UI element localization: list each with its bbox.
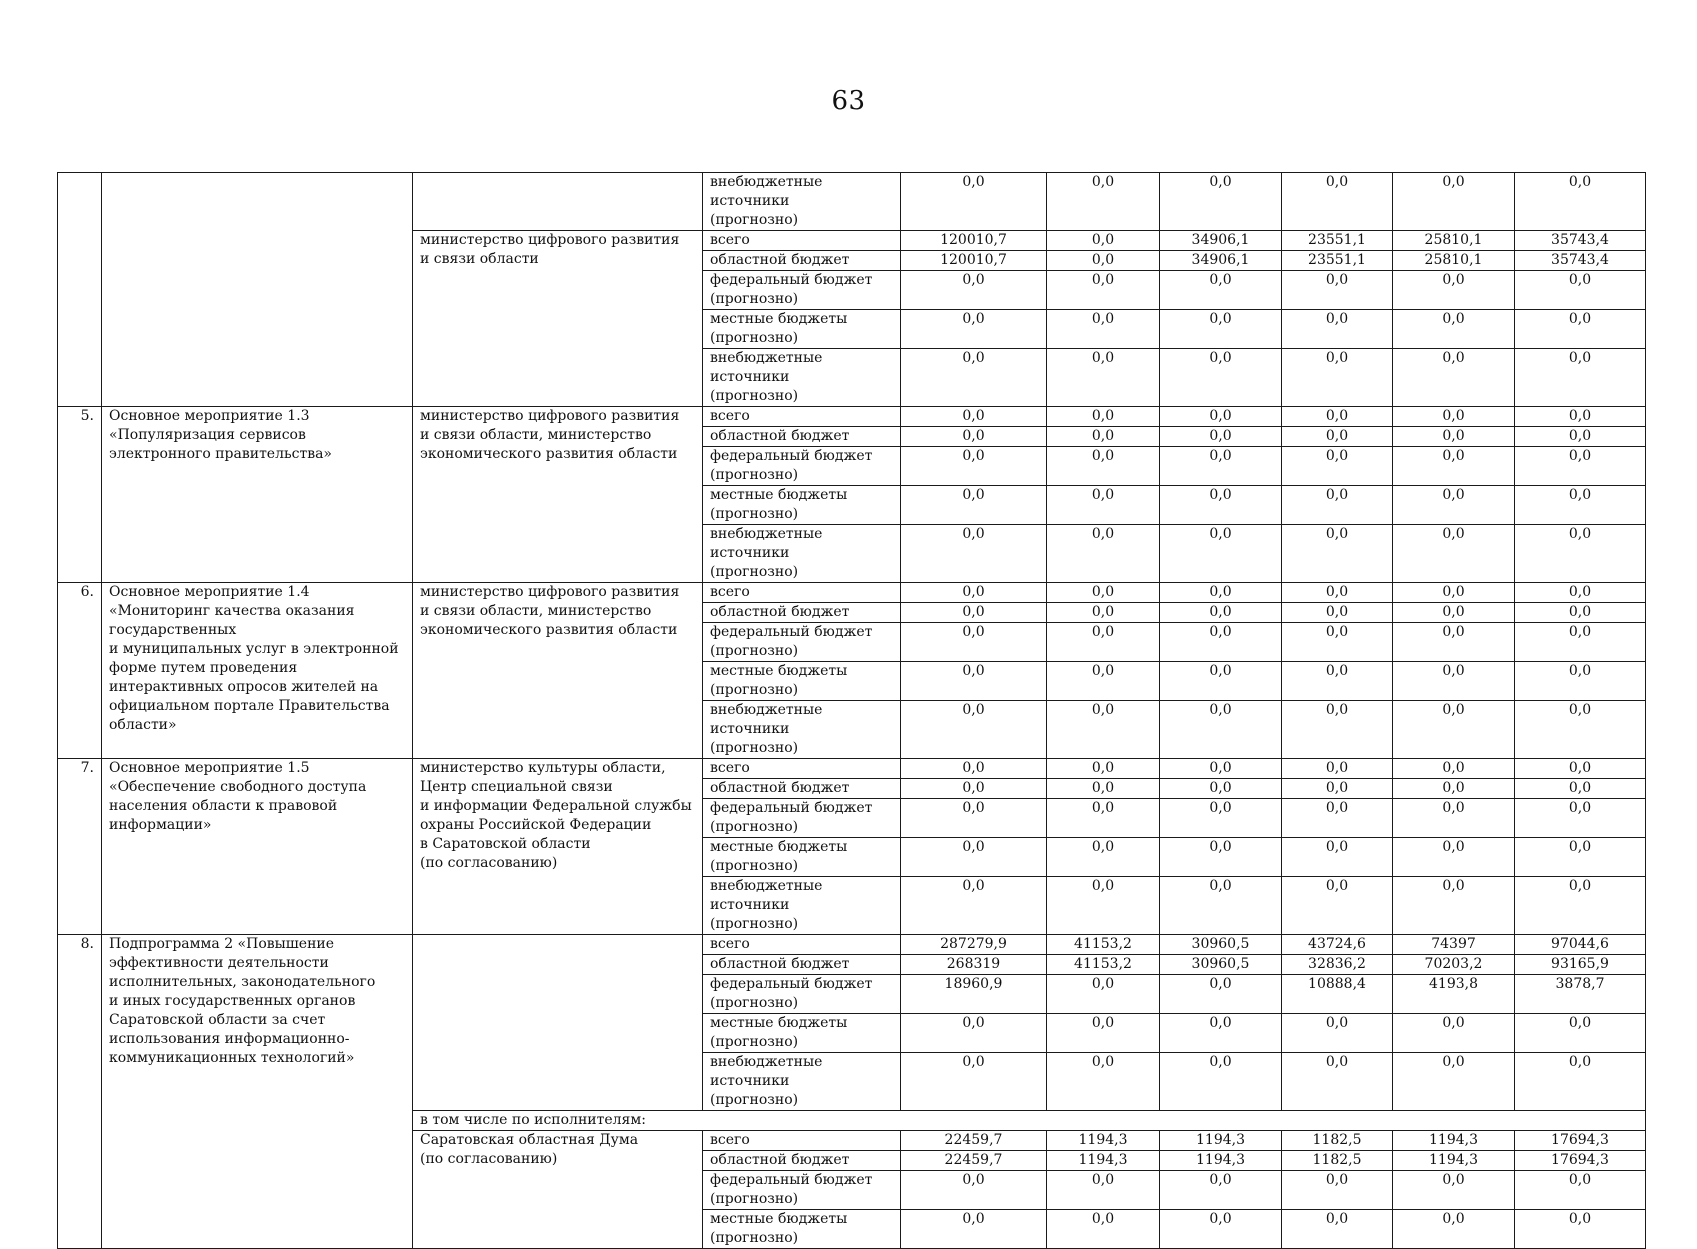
value-cell: 0,0 <box>1282 603 1393 623</box>
value-cell: 0,0 <box>1282 583 1393 603</box>
funding-source-label: областной бюджет <box>703 955 901 975</box>
value-cell: 0,0 <box>901 427 1047 447</box>
value-cell: 0,0 <box>1047 799 1160 838</box>
value-cell: 0,0 <box>1393 271 1515 310</box>
value-cell: 0,0 <box>1515 427 1646 447</box>
value-cell: 0,0 <box>1515 447 1646 486</box>
funding-source-label: всего <box>703 231 901 251</box>
budget-table <box>57 172 1646 1249</box>
funding-source-label: областной бюджет <box>703 603 901 623</box>
value-cell: 0,0 <box>1160 310 1282 349</box>
value-cell: 0,0 <box>1515 486 1646 525</box>
value-cell: 0,0 <box>1282 623 1393 662</box>
value-cell: 0,0 <box>1282 759 1393 779</box>
value-cell: 0,0 <box>1515 603 1646 623</box>
value-cell: 0,0 <box>901 271 1047 310</box>
table-row <box>58 173 1646 231</box>
value-cell: 0,0 <box>1282 486 1393 525</box>
funding-source-label: федеральный бюджет (прогнозно) <box>703 975 901 1014</box>
value-cell: 0,0 <box>1515 701 1646 759</box>
value-cell: 32836,2 <box>1282 955 1393 975</box>
value-cell: 0,0 <box>1160 838 1282 877</box>
value-cell: 0,0 <box>1515 623 1646 662</box>
value-cell: 0,0 <box>1160 603 1282 623</box>
value-cell: 0,0 <box>1160 173 1282 231</box>
value-cell: 0,0 <box>1282 1053 1393 1111</box>
funding-source-label: всего <box>703 1131 901 1151</box>
value-cell: 0,0 <box>1393 310 1515 349</box>
value-cell: 0,0 <box>1282 662 1393 701</box>
value-cell: 22459,7 <box>901 1151 1047 1171</box>
value-cell: 0,0 <box>1515 1210 1646 1249</box>
value-cell: 74397 <box>1393 935 1515 955</box>
value-cell: 0,0 <box>1047 447 1160 486</box>
value-cell: 41153,2 <box>1047 935 1160 955</box>
value-cell: 0,0 <box>1160 525 1282 583</box>
value-cell: 0,0 <box>1393 623 1515 662</box>
value-cell: 0,0 <box>1393 407 1515 427</box>
value-cell: 1194,3 <box>1047 1131 1160 1151</box>
value-cell: 22459,7 <box>901 1131 1047 1151</box>
executor-cell: министерство цифрового развития и связи области <box>413 231 703 407</box>
value-cell: 120010,7 <box>901 251 1047 271</box>
value-cell: 0,0 <box>1282 349 1393 407</box>
funding-source-label: местные бюджеты (прогнозно) <box>703 838 901 877</box>
funding-source-label: всего <box>703 407 901 427</box>
value-cell: 0,0 <box>1160 427 1282 447</box>
value-cell: 0,0 <box>1160 1210 1282 1249</box>
funding-source-label: местные бюджеты (прогнозно) <box>703 1014 901 1053</box>
value-cell: 0,0 <box>1160 486 1282 525</box>
value-cell: 0,0 <box>1282 271 1393 310</box>
table-row <box>58 583 1646 603</box>
event-name-cell: Основное мероприятие 1.4 «Мониторинг качества оказания государственных и муниципальных услуг в электронной форме путем проведения интерактивных опросов жителей на официальном портале Правительства области» <box>102 583 413 759</box>
event-name-cell <box>102 173 413 407</box>
value-cell: 0,0 <box>1393 447 1515 486</box>
value-cell: 0,0 <box>1047 407 1160 427</box>
value-cell: 1194,3 <box>1393 1151 1515 1171</box>
executor-cell <box>413 173 703 231</box>
value-cell: 23551,1 <box>1282 251 1393 271</box>
value-cell: 0,0 <box>1047 1053 1160 1111</box>
page-number: 63 <box>831 86 866 116</box>
value-cell: 0,0 <box>1047 975 1160 1014</box>
value-cell: 0,0 <box>1282 310 1393 349</box>
value-cell: 0,0 <box>1047 877 1160 935</box>
value-cell: 0,0 <box>1282 427 1393 447</box>
value-cell: 0,0 <box>1160 271 1282 310</box>
value-cell: 0,0 <box>1393 173 1515 231</box>
value-cell: 0,0 <box>1282 1171 1393 1210</box>
funding-source-label: местные бюджеты (прогнозно) <box>703 662 901 701</box>
value-cell: 1194,3 <box>1047 1151 1160 1171</box>
funding-source-label: местные бюджеты (прогнозно) <box>703 486 901 525</box>
funding-source-label: всего <box>703 759 901 779</box>
value-cell: 0,0 <box>1515 1053 1646 1111</box>
value-cell: 287279,9 <box>901 935 1047 955</box>
value-cell: 0,0 <box>1160 349 1282 407</box>
value-cell: 41153,2 <box>1047 955 1160 975</box>
value-cell: 0,0 <box>1047 779 1160 799</box>
value-cell: 70203,2 <box>1393 955 1515 975</box>
value-cell: 0,0 <box>1282 779 1393 799</box>
funding-source-label: местные бюджеты (прогнозно) <box>703 310 901 349</box>
value-cell: 1194,3 <box>1160 1151 1282 1171</box>
value-cell: 0,0 <box>1393 349 1515 407</box>
value-cell: 34906,1 <box>1160 231 1282 251</box>
value-cell: 25810,1 <box>1393 251 1515 271</box>
value-cell: 0,0 <box>901 407 1047 427</box>
value-cell: 0,0 <box>1515 349 1646 407</box>
value-cell: 0,0 <box>1515 877 1646 935</box>
value-cell: 23551,1 <box>1282 231 1393 251</box>
value-cell: 0,0 <box>1047 349 1160 407</box>
value-cell: 30960,5 <box>1160 935 1282 955</box>
value-cell: 1182,5 <box>1282 1131 1393 1151</box>
event-name-cell: Подпрограмма 2 «Повышение эффективности деятельности исполнительных, законодательного и иных государственных органов Саратовской области за счет использования информационно-коммуникационных технологий» <box>102 935 413 1249</box>
value-cell: 0,0 <box>1282 447 1393 486</box>
value-cell: 0,0 <box>901 583 1047 603</box>
value-cell: 0,0 <box>1047 1171 1160 1210</box>
row-number-cell: 7. <box>58 759 102 935</box>
value-cell: 0,0 <box>1393 603 1515 623</box>
row-number-cell: 6. <box>58 583 102 759</box>
value-cell: 0,0 <box>1515 662 1646 701</box>
value-cell: 0,0 <box>1515 779 1646 799</box>
value-cell: 0,0 <box>1160 975 1282 1014</box>
value-cell: 0,0 <box>1047 701 1160 759</box>
value-cell: 0,0 <box>1047 759 1160 779</box>
value-cell: 0,0 <box>1282 407 1393 427</box>
value-cell: 93165,9 <box>1515 955 1646 975</box>
value-cell: 0,0 <box>1515 271 1646 310</box>
value-cell: 17694,3 <box>1515 1151 1646 1171</box>
value-cell: 0,0 <box>1393 838 1515 877</box>
funding-source-label: федеральный бюджет (прогнозно) <box>703 799 901 838</box>
value-cell: 0,0 <box>1160 779 1282 799</box>
value-cell: 43724,6 <box>1282 935 1393 955</box>
value-cell: 0,0 <box>1515 1171 1646 1210</box>
value-cell: 1194,3 <box>1160 1131 1282 1151</box>
value-cell: 0,0 <box>1515 759 1646 779</box>
value-cell: 4193,8 <box>1393 975 1515 1014</box>
funding-source-label: внебюджетные источники (прогнозно) <box>703 1053 901 1111</box>
funding-source-label: федеральный бюджет (прогнозно) <box>703 271 901 310</box>
value-cell: 0,0 <box>1047 427 1160 447</box>
funding-source-label: областной бюджет <box>703 251 901 271</box>
value-cell: 0,0 <box>1047 1014 1160 1053</box>
value-cell: 0,0 <box>901 779 1047 799</box>
row-number-cell <box>58 173 102 407</box>
funding-source-label: всего <box>703 583 901 603</box>
funding-source-label: внебюджетные источники (прогнозно) <box>703 349 901 407</box>
executor-cell: министерство цифрового развития и связи области, министерство экономического развития области <box>413 583 703 759</box>
executor-cell: министерство цифрового развития и связи области, министерство экономического развития области <box>413 407 703 583</box>
value-cell: 0,0 <box>1515 838 1646 877</box>
value-cell: 0,0 <box>1160 759 1282 779</box>
value-cell: 97044,6 <box>1515 935 1646 955</box>
value-cell: 0,0 <box>1515 799 1646 838</box>
executor-cell: Саратовская областная Дума (по согласованию) <box>413 1131 703 1249</box>
value-cell: 10888,4 <box>1282 975 1393 1014</box>
value-cell: 0,0 <box>1515 1014 1646 1053</box>
value-cell: 0,0 <box>1515 310 1646 349</box>
value-cell: 0,0 <box>1515 173 1646 231</box>
value-cell: 0,0 <box>901 1053 1047 1111</box>
value-cell: 0,0 <box>1515 407 1646 427</box>
funding-source-label: федеральный бюджет (прогнозно) <box>703 1171 901 1210</box>
value-cell: 0,0 <box>1282 877 1393 935</box>
value-cell: 0,0 <box>1160 799 1282 838</box>
value-cell: 1182,5 <box>1282 1151 1393 1171</box>
value-cell: 0,0 <box>1047 623 1160 662</box>
value-cell: 0,0 <box>1047 583 1160 603</box>
value-cell: 0,0 <box>901 486 1047 525</box>
executor-cell <box>413 935 703 1111</box>
value-cell: 0,0 <box>901 701 1047 759</box>
value-cell: 35743,4 <box>1515 251 1646 271</box>
value-cell: 0,0 <box>1282 701 1393 759</box>
value-cell: 0,0 <box>1047 251 1160 271</box>
value-cell: 0,0 <box>1282 799 1393 838</box>
value-cell: 0,0 <box>1047 1210 1160 1249</box>
value-cell: 0,0 <box>1515 525 1646 583</box>
value-cell: 0,0 <box>901 603 1047 623</box>
value-cell: 0,0 <box>1393 701 1515 759</box>
value-cell: 0,0 <box>901 1171 1047 1210</box>
value-cell: 0,0 <box>1282 838 1393 877</box>
funding-source-label: внебюджетные источники (прогнозно) <box>703 701 901 759</box>
value-cell: 0,0 <box>901 525 1047 583</box>
value-cell: 0,0 <box>1282 1014 1393 1053</box>
value-cell: 18960,9 <box>901 975 1047 1014</box>
value-cell: 0,0 <box>1393 427 1515 447</box>
row-number-cell: 5. <box>58 407 102 583</box>
funding-source-label: внебюджетные источники (прогнозно) <box>703 173 901 231</box>
value-cell: 0,0 <box>1047 662 1160 701</box>
funding-source-label: внебюджетные источники (прогнозно) <box>703 525 901 583</box>
value-cell: 0,0 <box>1160 623 1282 662</box>
value-cell: 0,0 <box>1047 173 1160 231</box>
value-cell: 0,0 <box>1160 662 1282 701</box>
value-cell: 0,0 <box>901 447 1047 486</box>
executor-cell: министерство культуры области, Центр специальной связи и информации Федеральной службы охраны Российской Федерации в Саратовской области (по согласованию) <box>413 759 703 935</box>
value-cell: 0,0 <box>1160 1171 1282 1210</box>
value-cell: 0,0 <box>1282 1210 1393 1249</box>
value-cell: 0,0 <box>1393 779 1515 799</box>
value-cell: 1194,3 <box>1393 1131 1515 1151</box>
value-cell: 0,0 <box>1282 525 1393 583</box>
row-number-cell: 8. <box>58 935 102 1249</box>
value-cell: 0,0 <box>1160 583 1282 603</box>
value-cell: 0,0 <box>901 173 1047 231</box>
table-row <box>58 407 1646 427</box>
value-cell: 0,0 <box>1047 838 1160 877</box>
value-cell: 0,0 <box>901 349 1047 407</box>
value-cell: 268319 <box>901 955 1047 975</box>
value-cell: 0,0 <box>1160 877 1282 935</box>
value-cell: 0,0 <box>901 877 1047 935</box>
value-cell: 34906,1 <box>1160 251 1282 271</box>
event-name-cell: Основное мероприятие 1.3 «Популяризация сервисов электронного правительства» <box>102 407 413 583</box>
funding-source-label: областной бюджет <box>703 427 901 447</box>
value-cell: 0,0 <box>1282 173 1393 231</box>
value-cell: 0,0 <box>1047 231 1160 251</box>
value-cell: 0,0 <box>901 838 1047 877</box>
value-cell: 0,0 <box>901 623 1047 662</box>
funding-source-label: федеральный бюджет (прогнозно) <box>703 623 901 662</box>
value-cell: 0,0 <box>1160 701 1282 759</box>
funding-source-label: федеральный бюджет (прогнозно) <box>703 447 901 486</box>
value-cell: 0,0 <box>1047 525 1160 583</box>
funding-source-label: областной бюджет <box>703 1151 901 1171</box>
value-cell: 0,0 <box>1160 1053 1282 1111</box>
event-name-cell: Основное мероприятие 1.5 «Обеспечение свободного доступа населения области к правовой информации» <box>102 759 413 935</box>
value-cell: 0,0 <box>1515 583 1646 603</box>
value-cell: 0,0 <box>1393 662 1515 701</box>
funding-source-label: внебюджетные источники (прогнозно) <box>703 877 901 935</box>
value-cell: 0,0 <box>1393 1014 1515 1053</box>
value-cell: 0,0 <box>1393 1053 1515 1111</box>
executors-subheader: в том числе по исполнителям: <box>413 1111 1646 1131</box>
value-cell: 0,0 <box>901 310 1047 349</box>
value-cell: 0,0 <box>901 759 1047 779</box>
value-cell: 0,0 <box>1393 525 1515 583</box>
value-cell: 0,0 <box>1047 271 1160 310</box>
value-cell: 0,0 <box>1393 1210 1515 1249</box>
funding-source-label: местные бюджеты (прогнозно) <box>703 1210 901 1249</box>
value-cell: 0,0 <box>1160 1014 1282 1053</box>
funding-source-label: всего <box>703 935 901 955</box>
value-cell: 0,0 <box>1047 486 1160 525</box>
value-cell: 0,0 <box>1393 1171 1515 1210</box>
value-cell: 0,0 <box>1393 877 1515 935</box>
value-cell: 0,0 <box>1393 799 1515 838</box>
value-cell: 0,0 <box>1393 759 1515 779</box>
value-cell: 0,0 <box>901 662 1047 701</box>
table-row <box>58 759 1646 779</box>
table-row <box>58 935 1646 955</box>
value-cell: 35743,4 <box>1515 231 1646 251</box>
value-cell: 0,0 <box>1393 486 1515 525</box>
value-cell: 0,0 <box>1393 583 1515 603</box>
value-cell: 0,0 <box>901 1014 1047 1053</box>
value-cell: 17694,3 <box>1515 1131 1646 1151</box>
value-cell: 25810,1 <box>1393 231 1515 251</box>
value-cell: 30960,5 <box>1160 955 1282 975</box>
value-cell: 0,0 <box>1160 407 1282 427</box>
value-cell: 0,0 <box>1047 603 1160 623</box>
value-cell: 0,0 <box>901 1210 1047 1249</box>
value-cell: 0,0 <box>1160 447 1282 486</box>
funding-source-label: областной бюджет <box>703 779 901 799</box>
value-cell: 0,0 <box>901 799 1047 838</box>
value-cell: 120010,7 <box>901 231 1047 251</box>
value-cell: 0,0 <box>1047 310 1160 349</box>
value-cell: 3878,7 <box>1515 975 1646 1014</box>
